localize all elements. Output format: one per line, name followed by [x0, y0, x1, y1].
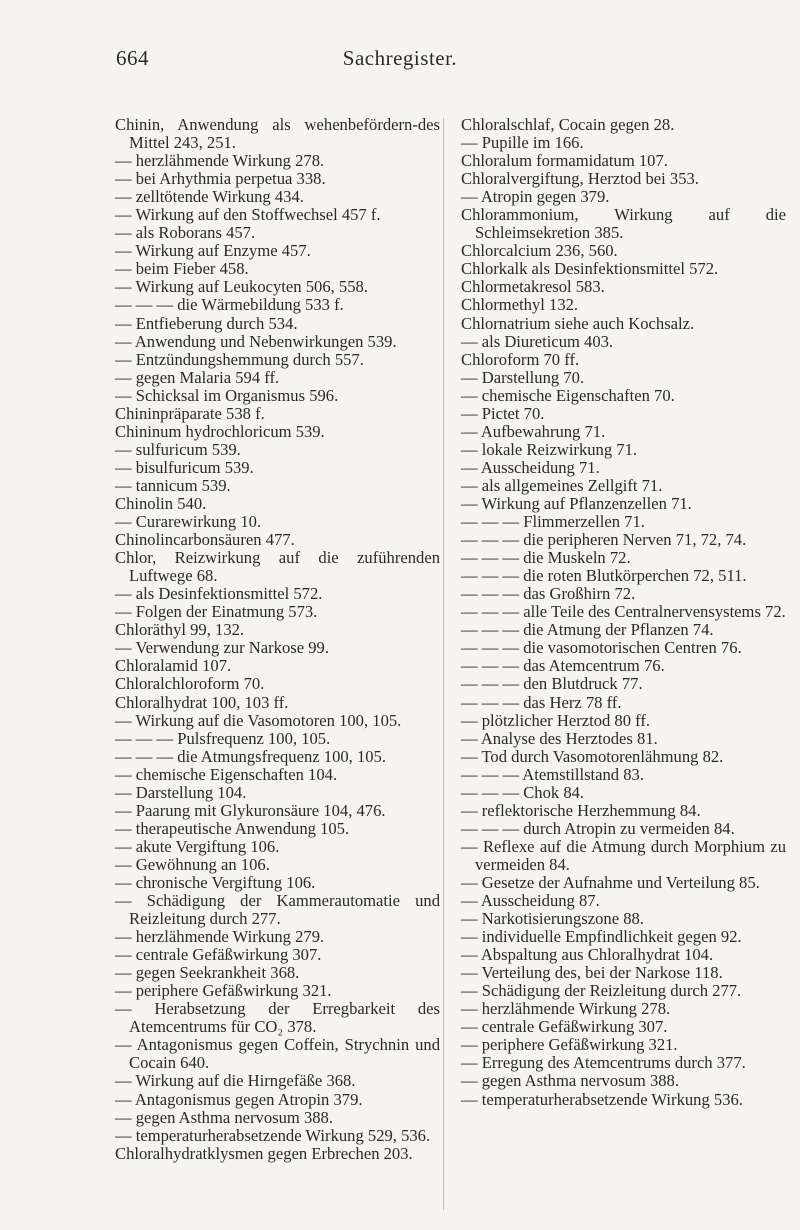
index-entry: — Schädigung der Kammerautomatie und Reizleitung durch 277.	[115, 891, 440, 929]
index-entry: — Wirkung auf den Stoffwechsel 457 f.	[115, 205, 381, 225]
index-entry: — Herabsetzung der Erregbarkeit des Atemcentrums für CO₂ 378.	[115, 999, 440, 1037]
index-entry: — lokale Reizwirkung 71.	[461, 439, 638, 459]
index-entry: — Darstellung 104.	[115, 782, 247, 802]
index-entry: Chloralamid 107.	[115, 656, 232, 676]
index-entry: — plötzlicher Herztod 80 ff.	[461, 710, 651, 730]
index-entry: — reflektorische Herzhemmung 84.	[461, 800, 701, 820]
index-entry: — — — die Muskeln 72.	[461, 548, 631, 568]
index-entry: — herzlähmende Wirkung 279.	[115, 927, 325, 947]
index-entry: Chinolin 540.	[115, 493, 207, 513]
index-entry: Chlorkalk als Desinfektionsmittel 572.	[461, 259, 719, 279]
index-entry: Chininpräparate 538 f.	[115, 403, 265, 423]
index-entry: Chlorammonium, Wirkung auf die Schleimsekretion 385.	[461, 205, 786, 243]
index-entry: — Gewöhnung an 106.	[115, 854, 270, 874]
index-entry: — — — Atemstillstand 83.	[461, 764, 644, 784]
index-entry: — — — die roten Blutkörperchen 72, 511.	[461, 566, 747, 586]
index-entry: — therapeutische Anwendung 105.	[115, 818, 350, 838]
index-entry: Chloräthyl 99, 132.	[115, 620, 245, 640]
index-entry: — — — das Herz 78 ff.	[461, 692, 622, 712]
index-entry: Chlormethyl 132.	[461, 295, 579, 315]
index-entry: — gegen Seekrankheit 368.	[115, 963, 300, 983]
index-entry: Chloralhydrat 100, 103 ff.	[115, 692, 289, 712]
index-entry: Chloralhydratklysmen gegen Erbrechen 203.	[115, 1143, 413, 1163]
index-entry: Chlor, Reizwirkung auf die zuführenden Luftwege 68.	[115, 548, 440, 586]
index-entry: — Verteilung des, bei der Narkose 118.	[461, 963, 723, 983]
index-entry: — Paarung mit Glykuronsäure 104, 476.	[115, 800, 386, 820]
index-entry: — Folgen der Einatmung 573.	[115, 602, 318, 622]
index-entry: — Abspaltung aus Chloralhydrat 104.	[461, 945, 714, 965]
index-entry: — Wirkung auf die Vasomotoren 100, 105.	[115, 710, 402, 730]
index-entry: — gegen Asthma nervosum 388.	[461, 1071, 679, 1091]
index-entry: — Pictet 70.	[461, 403, 545, 423]
index-column-left	[115, 116, 440, 1163]
index-entry: — Entfieberung durch 534.	[115, 313, 298, 333]
index-entry: — Antagonismus gegen Atropin 379.	[115, 1089, 363, 1109]
index-entry: — chemische Eigenschaften 104.	[115, 764, 338, 784]
index-entry: — Ausscheidung 71.	[461, 457, 600, 477]
index-entry: — — — durch Atropin zu vermeiden 84.	[461, 818, 735, 838]
index-entry: — bisulfuricum 539.	[115, 457, 254, 477]
index-entry: Chloroform 70 ff.	[461, 349, 580, 369]
index-entry: — — — die vasomotorischen Centren 76.	[461, 638, 742, 658]
page-number: 664	[116, 46, 149, 70]
index-entry: — Analyse des Herztodes 81.	[461, 728, 658, 748]
index-column-right	[461, 116, 786, 1109]
index-entry: — — — die Atmung der Pflanzen 74.	[461, 620, 714, 640]
index-entry: — — — das Atemcentrum 76.	[461, 656, 665, 676]
index-entry: — Ausscheidung 87.	[461, 891, 600, 911]
index-entry: — — — Chok 84.	[461, 782, 585, 802]
index-entry: — centrale Gefäßwirkung 307.	[461, 1017, 668, 1037]
index-entry: Chlorcalcium 236, 560.	[461, 241, 618, 261]
index-entry: — centrale Gefäßwirkung 307.	[115, 945, 322, 965]
index-entry: — temperaturherabsetzende Wirkung 529, 536.	[115, 1125, 431, 1145]
index-entry: — Darstellung 70.	[461, 367, 585, 387]
index-entry: — Verwendung zur Narkose 99.	[115, 638, 329, 658]
index-entry: — Gesetze der Aufnahme und Verteilung 85.	[461, 872, 760, 892]
index-entry: Chloralum formamidatum 107.	[461, 151, 668, 171]
index-entry: — Wirkung auf Leukocyten 506, 558.	[115, 277, 368, 297]
index-entry: — temperaturherabsetzende Wirkung 536.	[461, 1089, 743, 1109]
index-entry: — herzlähmende Wirkung 278.	[115, 151, 325, 171]
index-entry: — Atropin gegen 379.	[461, 187, 610, 207]
index-entry: — Curarewirkung 10.	[115, 512, 262, 532]
index-entry: — Pupille im 166.	[461, 133, 584, 153]
index-entry: — — — die peripheren Nerven 71, 72, 74.	[461, 530, 747, 550]
index-entry: Chinin, Anwendung als wehenbefördern-des Mittel 243, 251.	[115, 115, 440, 153]
index-entry: — Schicksal im Organismus 596.	[115, 385, 339, 405]
index-entry: — Antagonismus gegen Coffein, Strychnin und Cocain 640.	[115, 1035, 440, 1073]
index-entry: — Wirkung auf die Hirngefäße 368.	[115, 1071, 356, 1091]
index-entry: — Erregung des Atemcentrums durch 377.	[461, 1053, 746, 1073]
index-entry: — bei Arhythmia perpetua 338.	[115, 169, 326, 189]
index-entry: — Anwendung und Nebenwirkungen 539.	[115, 331, 397, 351]
index-entry: — individuelle Empfindlichkeit gegen 92.	[461, 927, 742, 947]
index-entry: — — — Flimmerzellen 71.	[461, 512, 645, 532]
index-entry: — Schädigung der Reizleitung durch 277.	[461, 981, 742, 1001]
index-entry: — periphere Gefäßwirkung 321.	[115, 981, 332, 1001]
index-entry: — akute Vergiftung 106.	[115, 836, 280, 856]
index-entry: — — — die Atmungsfrequenz 100, 105.	[115, 746, 386, 766]
index-entry: Chlormetakresol 583.	[461, 277, 605, 297]
running-head-title: Sachregister.	[342, 46, 458, 70]
index-entry: — als Desinfektionsmittel 572.	[115, 584, 323, 604]
index-entry: Chlornatrium siehe auch Kochsalz.	[461, 313, 695, 333]
index-entry: — periphere Gefäßwirkung 321.	[461, 1035, 678, 1055]
index-entry: — herzlähmende Wirkung 278.	[461, 999, 671, 1019]
index-entry: — — — den Blutdruck 77.	[461, 674, 643, 694]
index-entry: — zelltötende Wirkung 434.	[115, 187, 304, 207]
index-entry: — Wirkung auf Pflanzenzellen 71.	[461, 493, 692, 513]
index-entry: — chronische Vergiftung 106.	[115, 872, 316, 892]
index-entry: — als Roborans 457.	[115, 223, 256, 243]
column-divider	[443, 118, 444, 1210]
index-entry: — Tod durch Vasomotorenlähmung 82.	[461, 746, 724, 766]
index-entry: — als allgemeines Zellgift 71.	[461, 475, 663, 495]
index-entry: Chloralchloroform 70.	[115, 674, 265, 694]
page-header	[0, 46, 800, 76]
index-entry: — gegen Malaria 594 ff.	[115, 367, 280, 387]
index-entry: — — — alle Teile des Centralnervensystems 72.	[461, 602, 786, 622]
index-entry: — Aufbewahrung 71.	[461, 421, 606, 441]
index-entry: Chloralvergiftung, Herztod bei 353.	[461, 169, 699, 189]
index-entry: — gegen Asthma nervosum 388.	[115, 1107, 333, 1127]
index-entry: — als Diureticum 403.	[461, 331, 614, 351]
index-entry: — Entzündungshemmung durch 557.	[115, 349, 364, 369]
index-entry: — tannicum 539.	[115, 475, 231, 495]
index-entry: — sulfuricum 539.	[115, 439, 241, 459]
index-entry: — — — die Wärmebildung 533 f.	[115, 295, 344, 315]
index-entry: — — — das Großhirn 72.	[461, 584, 636, 604]
index-entry: — Wirkung auf Enzyme 457.	[115, 241, 311, 261]
index-entry: Chloralschlaf, Cocain gegen 28.	[461, 115, 675, 134]
index-entry: — Narkotisierungszone 88.	[461, 909, 644, 929]
index-entry: — — — Pulsfrequenz 100, 105.	[115, 728, 331, 748]
index-entry: — chemische Eigenschaften 70.	[461, 385, 675, 405]
index-entry: — beim Fieber 458.	[115, 259, 249, 279]
index-entry: — Reflexe auf die Atmung durch Morphium zu vermeiden 84.	[461, 836, 786, 874]
index-entry: Chininum hydrochloricum 539.	[115, 421, 325, 441]
index-entry: Chinolincarbonsäuren 477.	[115, 530, 295, 550]
